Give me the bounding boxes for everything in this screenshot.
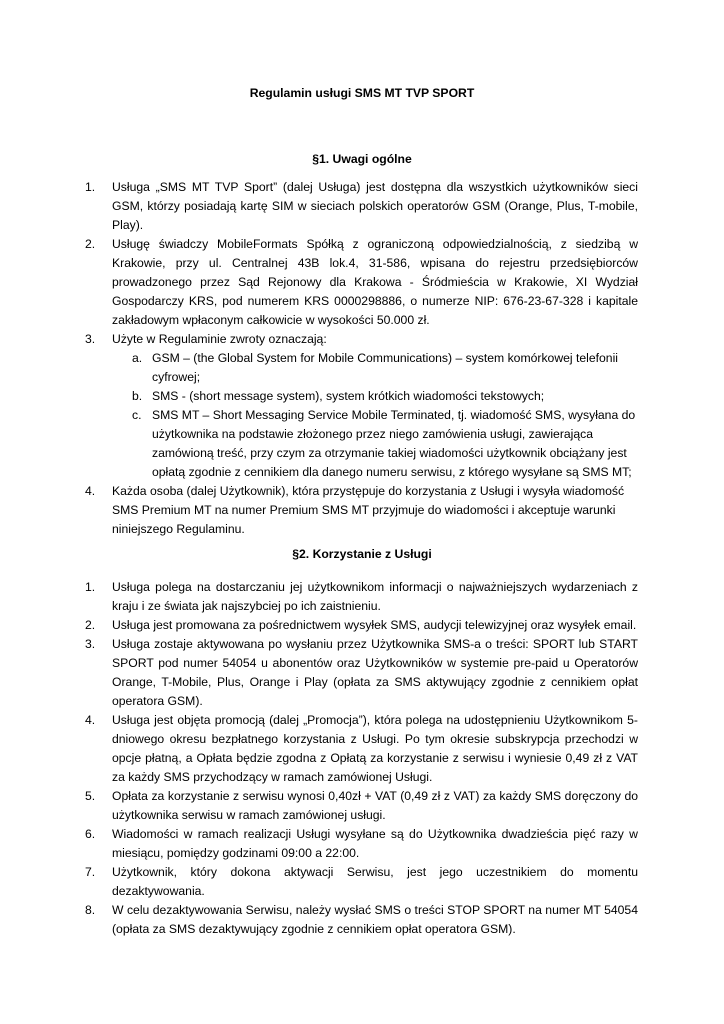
- list-item: 6. Wiadomości w ramach realizacji Usługi wysyłane są do Użytkownika dwadzieścia pięć razy w miesiącu, pomiędzy godzinami 09:00 a 22:00.: [85, 827, 638, 860]
- list-item: 4. Każda osoba (dalej Użytkownik), która przystępuje do korzystania z Usługi i wysyła wiadomość SMS Premium MT na numer Premium SMS MT przyjmuje do wiadomości i akceptuje warunki niniejszego Regulaminu.: [85, 484, 625, 536]
- list-item: 5. Opłata za korzystanie z serwisu wynosi 0,40zł + VAT (0,49 zł z VAT) za każdy SMS doręczony do użytkownika serwisu w ramach zamówionej usługi.: [85, 789, 638, 822]
- section-1-list: [85, 178, 638, 539]
- sublist-item: b. SMS - (short message system), system krótkich wiadomości tekstowych;: [132, 389, 545, 403]
- document-title: Regulamin usługi SMS MT TVP SPORT: [249, 86, 475, 100]
- list-item: 3. Użyte w Regulaminie zwroty oznaczają: a. GSM – (the Global System for Mobile Communications) – system komórkowej telefonii cyfrowej; b. SMS - (short message system), system krótkich wiadomości tekstowych; c. SMS MT – Short Messaging Service Mobile Terminated, tj. wiadomość SMS, wysyłana do użytkownika na podstawie złożonego przez niego zamówienia usługi, zawierająca zamówioną treść, przy czym za otrzymanie takiej wiadomości użytkownik obciążany jest opłatą zgodnie z cennikiem dla danego numeru serwisu, z którego wysyłane są SMS MT;: [112, 330, 638, 482]
- list-item: 4. Usługa jest objęta promocją (dalej „Promocja”), która polega na udostępnieniu Użytkownikom 5-dniowego okresu bezpłatnego korzystania z Usługi. Po tym okresie subskrypcja przechodzi w opcje płatną, a Opłata będzie zgodna z Opłatą za korzystanie z serwisu i wyniesie 0,49 zł z VAT za każdy SMS przychodzący w ramach zamówionej Usługi.: [85, 713, 638, 784]
- list-item: 2. Usługa jest promowana za pośrednictwem wysyłek SMS, audycji telewizyjnej oraz wysyłek email.: [85, 618, 637, 632]
- list-item: 3. Usługa zostaje aktywowana po wysłaniu przez Użytkownika SMS-a o treści: SPORT lub START SPORT pod numer 54054 u abonentów oraz Użytkowników w systemie pre-paid u Operatorów Orange, T-Mobile, Plus, Orange i Play (opłata za SMS aktywujący zgodnie z cennikiem opłat operatora GSM).: [85, 637, 638, 708]
- section-2-list: [85, 578, 638, 939]
- section-1-heading: §1. Uwagi ogólne: [312, 152, 412, 166]
- list-item: 1. Usługa „SMS MT TVP Sport” (dalej Usługa) jest dostępna dla wszystkich użytkowników sieci GSM, którzy posiadają kartę SIM w sieciach polskich operatorów GSM (Orange, Plus, T-mobile, Play).: [85, 180, 638, 232]
- list-item: 8. W celu dezaktywowania Serwisu, należy wysłać SMS o treści STOP SPORT na numer MT 54054 (opłata za SMS dezaktywujący zgodnie z cennikiem opłat operatora GSM).: [85, 903, 638, 936]
- section-2-heading: §2. Korzystanie z Usługi: [292, 547, 432, 561]
- sublist-item: a. GSM – (the Global System for Mobile Communications) – system komórkowej telefonii cyfrowej;: [132, 351, 618, 384]
- list-item: 7. Użytkownik, który dokona aktywacji Serwisu, jest jego uczestnikiem do momentu dezaktywowania.: [85, 865, 638, 898]
- sublist-item: c. SMS MT – Short Messaging Service Mobile Terminated, tj. wiadomość SMS, wysyłana do użytkownika na podstawie złożonego przez niego zamówienia usługi, zawierająca zamówioną treść, przy czym za otrzymanie takiej wiadomości użytkownik obciążany jest opłatą zgodnie z cennikiem dla danego numeru serwisu, z którego wysyłane są SMS MT;: [132, 408, 636, 479]
- list-item: 2. Usługę świadczy MobileFormats Spółką z ograniczoną odpowiedzialnością, z siedzibą w Krakowie, przy ul. Centralnej 43B lok.4, 31-586, wpisana do rejestru przedsiębiorców prowadzonego przez Sąd Rejonowy dla Krakowa - Śródmieścia w Krakowie, XI Wydział Gospodarczy KRS, pod numerem KRS 0000298886, o numerze NIP: 676-23-67-328 i kapitale zakładowym wpłaconym całkowicie w wysokości 50.000 zł.: [85, 237, 638, 327]
- list-item: 1. Usługa polega na dostarczaniu jej użytkownikom informacji o najważniejszych wydarzeniach z kraju i ze świata jak najszybciej po ich zaistnieniu.: [85, 580, 638, 613]
- definitions-sublist: [112, 349, 638, 482]
